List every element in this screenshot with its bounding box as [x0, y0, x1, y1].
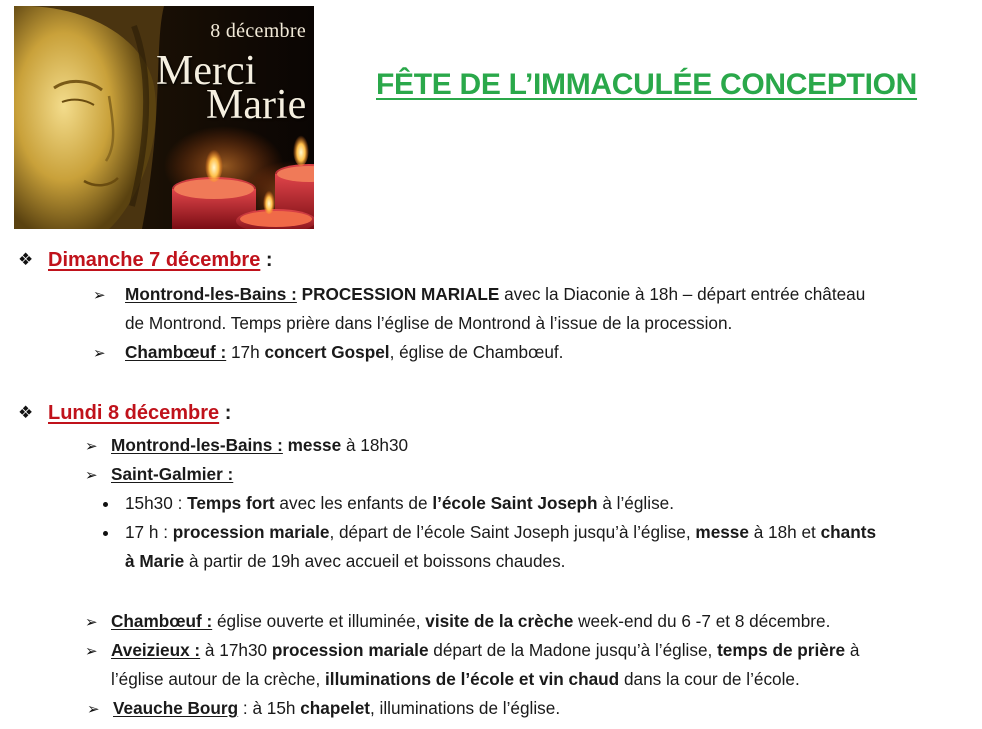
hero-line-marie: Marie [206, 82, 307, 128]
item-text: à [845, 640, 860, 660]
diamond-bullet-icon: ❖ [18, 403, 34, 422]
hero-date: 8 décembre [210, 20, 306, 42]
item-text: à 18h30 [341, 435, 409, 455]
list-item [125, 341, 563, 363]
item-text: à partir de 19h avec accueil et boissons chaudes. [184, 551, 566, 571]
hero-line-merci: Merci [156, 48, 257, 94]
item-text: à 18h et [748, 522, 821, 542]
bold-text: illuminations de l’école et vin chaud [325, 669, 620, 689]
item-text: l’église autour de la crèche, [111, 669, 326, 689]
section-heading-lundi [48, 402, 231, 425]
place-name: Veauche Bourg [113, 698, 239, 718]
place-name: Chambœuf : [111, 611, 213, 631]
item-text: 17h [226, 342, 265, 362]
item-text: : à 15h [238, 698, 301, 718]
bullet-dot-icon [103, 531, 108, 536]
bold-text: à Marie [125, 551, 185, 571]
bold-text: temps de prière [717, 640, 846, 660]
hero-image [14, 6, 314, 229]
bold-text: chants [820, 522, 877, 542]
arrow-bullet-icon: ➢ [85, 614, 98, 631]
bold-text: visite de la crèche [425, 611, 574, 631]
place-name: Aveizieux : [111, 640, 201, 660]
list-item [113, 697, 560, 719]
arrow-bullet-icon: ➢ [87, 701, 100, 718]
bold-text: PROCESSION MARIALE [296, 284, 500, 304]
item-text: , illuminations de l’église. [369, 698, 561, 718]
bold-text: procession mariale [271, 640, 429, 660]
heading-colon: : [219, 402, 232, 424]
list-item [125, 492, 674, 514]
place-name: Saint-Galmier : [111, 464, 234, 484]
arrow-bullet-icon: ➢ [93, 345, 106, 362]
arrow-bullet-icon: ➢ [93, 287, 106, 304]
arrow-bullet-icon: ➢ [85, 467, 98, 484]
bold-text: chapelet [300, 698, 370, 718]
page-title: FÊTE DE L’IMMACULÉE CONCEPTION [376, 68, 918, 101]
bold-text: procession mariale [172, 522, 330, 542]
diamond-bullet-icon: ❖ [18, 250, 34, 269]
item-text: à l’église. [597, 493, 674, 513]
item-text: 15h30 : [125, 493, 188, 513]
bold-text: messe [282, 435, 342, 455]
list-item-continuation [111, 668, 800, 690]
bullet-dot-icon [103, 502, 108, 507]
item-text: à 17h30 [200, 640, 272, 660]
list-item [111, 434, 408, 456]
bold-text: concert Gospel [264, 342, 390, 362]
item-text: départ de la Madone jusqu’à l’église, [428, 640, 718, 660]
arrow-bullet-icon: ➢ [85, 643, 98, 660]
item-text: église ouverte et illuminée, [212, 611, 426, 631]
place-name: Chambœuf : [125, 342, 227, 362]
bold-text: messe [695, 522, 749, 542]
item-text: , église de Chambœuf. [389, 342, 564, 362]
list-item [125, 521, 876, 543]
heading-text: Dimanche 7 décembre [48, 249, 261, 271]
item-text: week-end du 6 -7 et 8 décembre. [573, 611, 831, 631]
list-item [125, 283, 865, 305]
list-item [111, 639, 859, 661]
arrow-bullet-icon: ➢ [85, 438, 98, 455]
item-text: , départ de l’école Saint Joseph jusqu’à l’église, [329, 522, 696, 542]
section-heading-dimanche [48, 249, 273, 272]
list-item-continuation: de Montrond. Temps prière dans l’église de Montrond à l’issue de la procession. [125, 313, 733, 333]
heading-text: Lundi 8 décembre [48, 402, 220, 424]
place-name: Montrond-les-Bains : [111, 435, 283, 455]
item-text: dans la cour de l’école. [619, 669, 800, 689]
list-item-continuation [125, 550, 565, 572]
bold-text: Temps fort [187, 493, 275, 513]
place-name: Montrond-les-Bains : [125, 284, 297, 304]
item-text: 17 h : [125, 522, 173, 542]
list-item [111, 610, 830, 632]
heading-colon: : [260, 249, 273, 271]
item-text: avec les enfants de [274, 493, 433, 513]
list-item [111, 463, 233, 485]
bold-text: l’école Saint Joseph [432, 493, 598, 513]
item-text: avec la Diaconie à 18h – départ entrée château [499, 284, 866, 304]
